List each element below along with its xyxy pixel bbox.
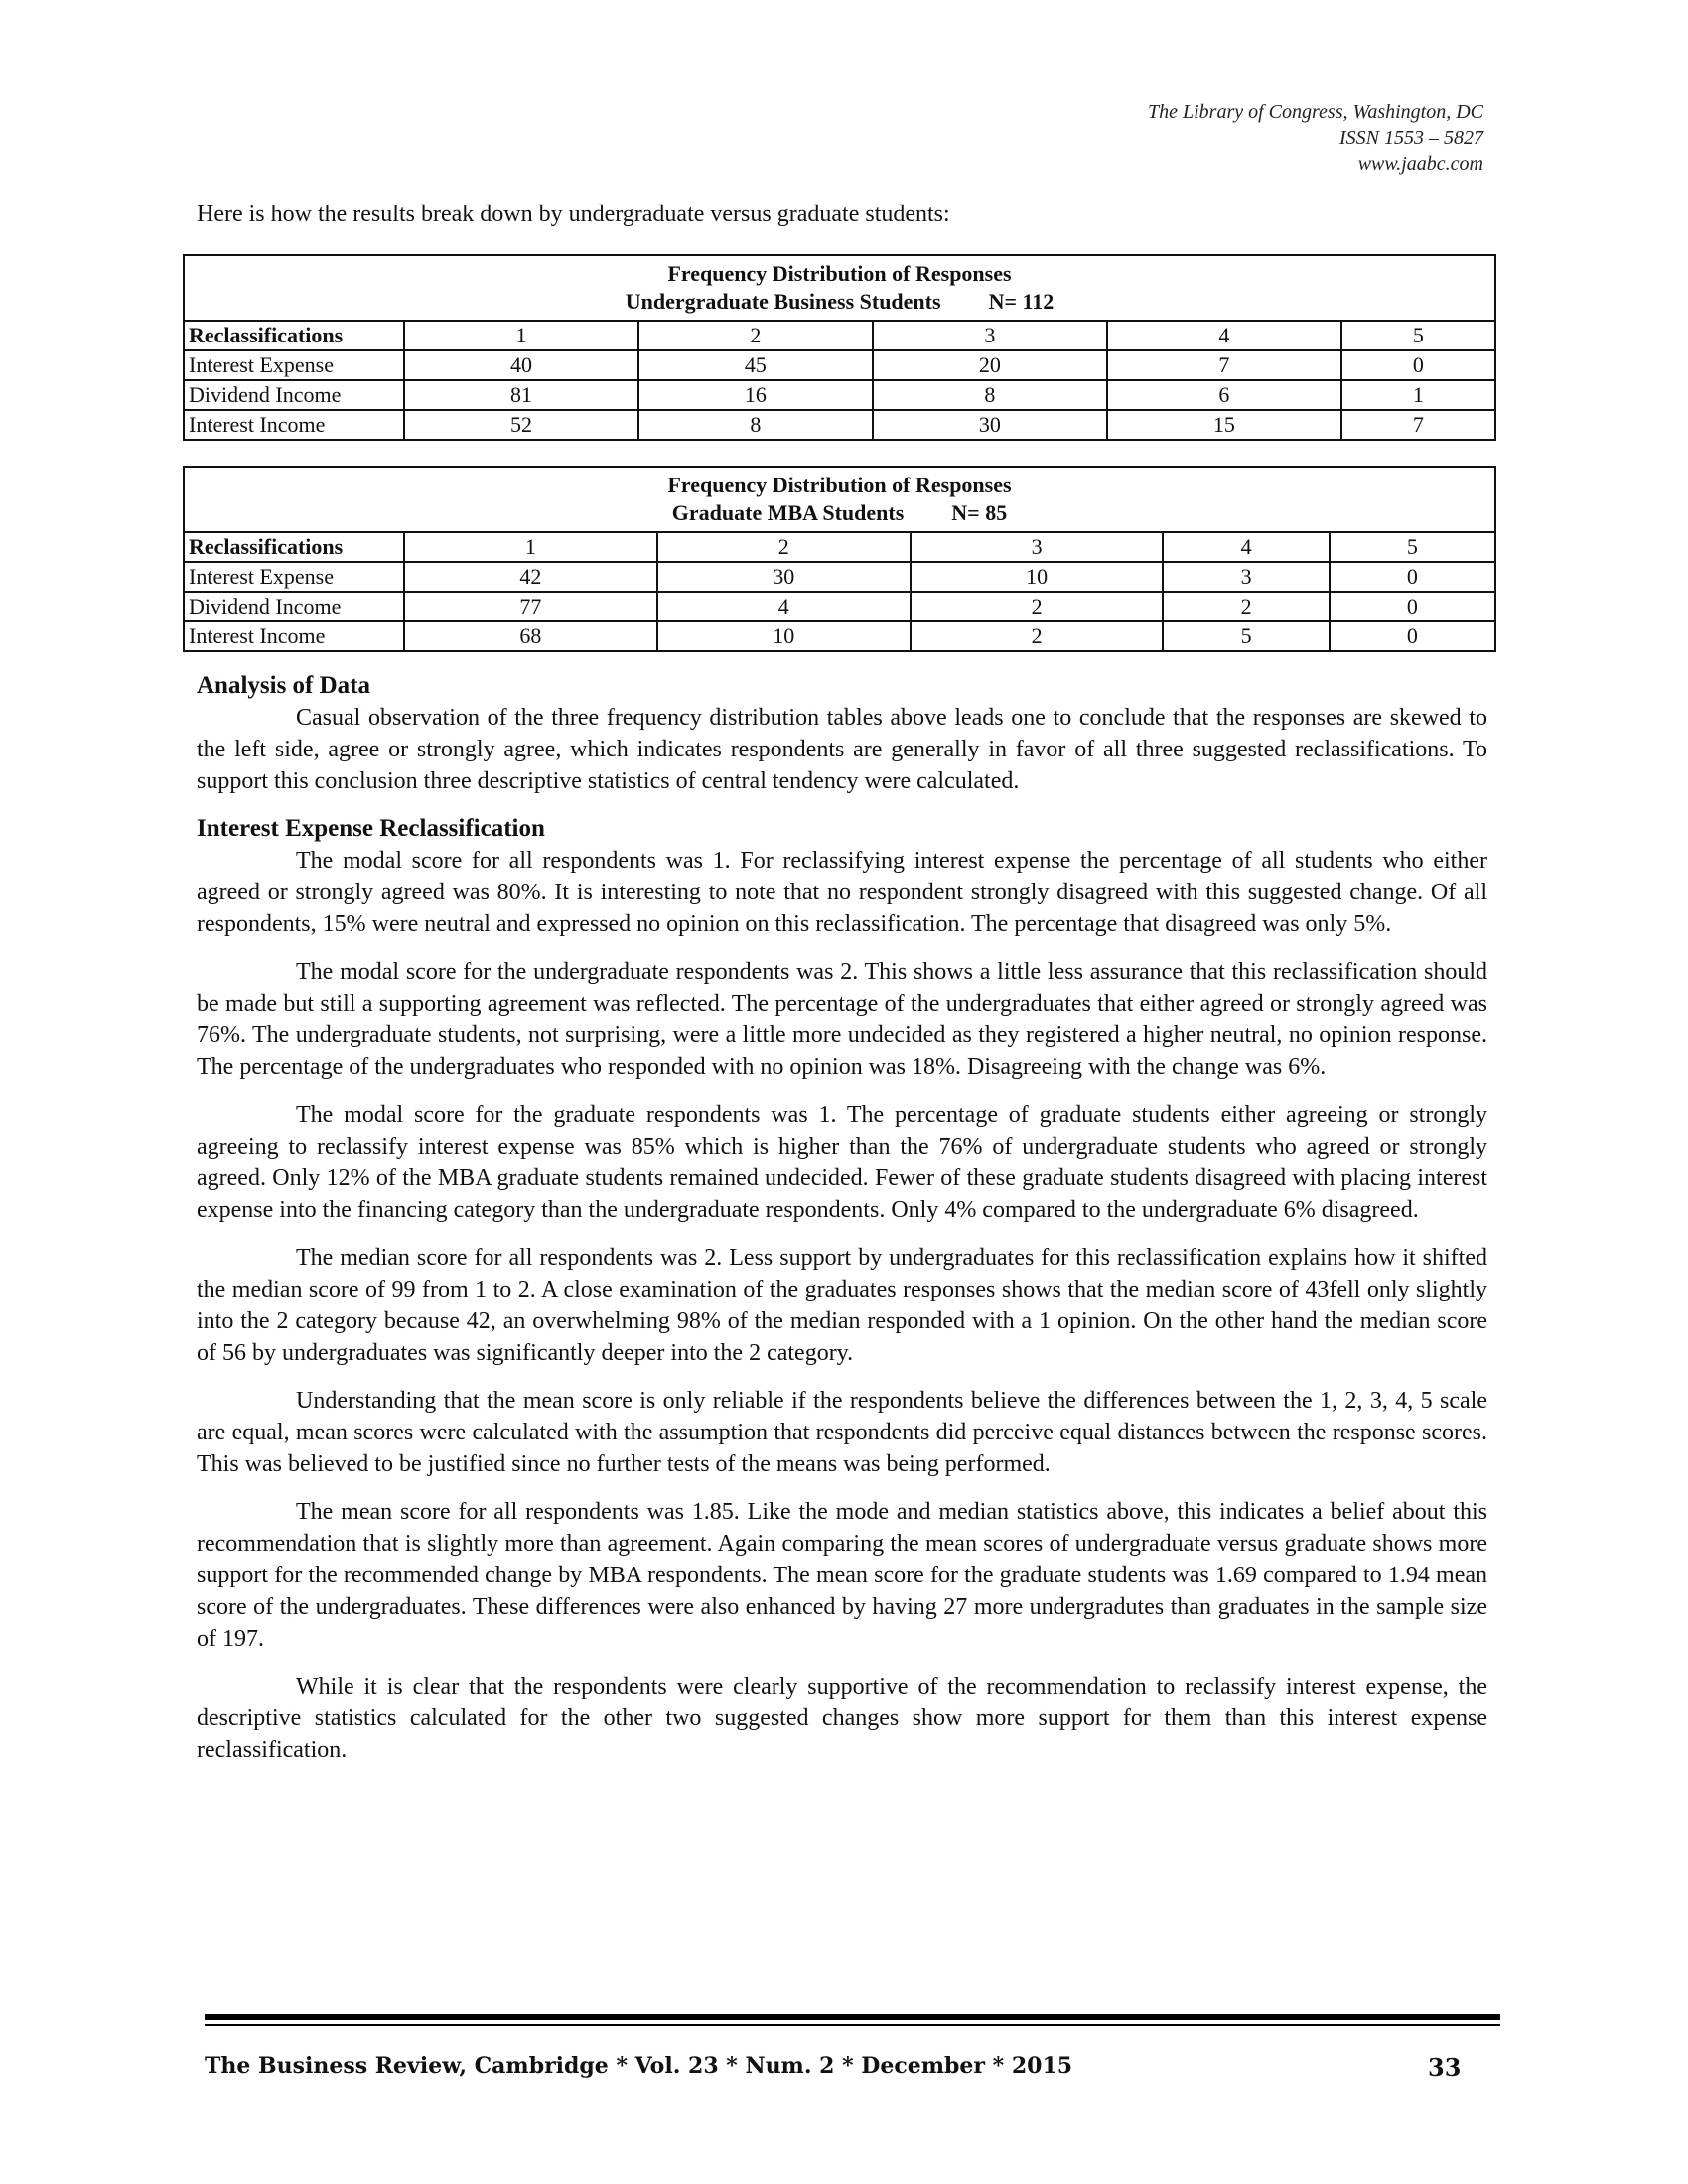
running-header <box>1148 99 1483 177</box>
table-cell: 8 <box>873 380 1107 410</box>
header-cell: 1 <box>404 321 638 350</box>
table-cell: 68 <box>404 621 657 651</box>
table-row <box>184 350 1495 380</box>
header-cell: 3 <box>911 532 1164 562</box>
table-cell: 0 <box>1330 592 1495 621</box>
graduate-frequency-table <box>183 466 1496 652</box>
paragraph: The mean score for all respondents was 1.85. Like the mode and median statistics above, this indicates a belief about this recommendation that is slightly more than agreement. Again comparing the mean scores of undergraduate versus graduate shows more support for the recommended change by MBA respondents. The mean score for the graduate students was 1.69 compared to 1.94 mean score of the undergraduates. These differences were also enhanced by having 27 more undergradutes than graduates in the sample size of 197. <box>197 1499 1487 1652</box>
row-label: Interest Expense <box>184 562 404 592</box>
table-cell: 2 <box>911 592 1164 621</box>
table-title: Frequency Distribution of Responses <box>667 261 1012 286</box>
paragraph: While it is clear that the respondents were clearly supportive of the recommendation to reclassify interest expense, the descriptive statistics calculated for the other two suggested changes show more support for them than this interest expense reclassification. <box>197 1674 1487 1763</box>
paragraph: Understanding that the mean score is only reliable if the respondents believe the differences between the 1, 2, 3, 4, 5 scale are equal, mean scores were calculated with the assumption that respondents did perceive equal distances between the response scores. This was believed to be justified since no further tests of the means was being performed. <box>197 1388 1487 1477</box>
header-cell: 4 <box>1163 532 1329 562</box>
footer-rule-thick <box>205 2014 1500 2020</box>
row-label: Dividend Income <box>184 592 404 621</box>
table-cell: 4 <box>657 592 911 621</box>
table-subtitle: Graduate MBA Students <box>671 500 905 525</box>
row-label: Interest Income <box>184 621 404 651</box>
table-cell: 2 <box>1163 592 1329 621</box>
table-cell: 52 <box>404 410 638 440</box>
footer-journal: The Business Review, Cambridge * Vol. 23 * Num. 2 * December * 2015 <box>205 2053 1073 2079</box>
table-cell: 7 <box>1107 350 1341 380</box>
table-cell: 2 <box>911 621 1164 651</box>
table-cell: 5 <box>1163 621 1329 651</box>
header-cell: 5 <box>1341 321 1495 350</box>
header-cell: Reclassifications <box>184 321 404 350</box>
header-library: The Library of Congress, Washington, DC <box>1147 101 1483 123</box>
header-cell: 5 <box>1330 532 1495 562</box>
table-row <box>184 562 1495 592</box>
table-title-cell <box>184 467 1495 532</box>
paragraph: Casual observation of the three frequency distribution tables above leads one to conclude that the responses are skewed to the left side, agree or strongly agree, which indicates respondents are generally in favor of all three suggested reclassifications. To support this conclusion three descriptive statistics of central tendency were calculated. <box>197 705 1487 794</box>
table-cell: 1 <box>1341 380 1495 410</box>
table-cell: 81 <box>404 380 638 410</box>
header-cell: 1 <box>404 532 657 562</box>
paragraph: The median score for all respondents was 2. Less support by undergraduates for this reclassification explains how it shifted the median score of 99 from 1 to 2. A close examination of the graduates responses shows that the median score of 43fell only slightly into the 2 category because 42, an overwhelming 98% of the median responded with a 1 opinion. On the other hand the median score of 56 by undergraduates was significantly deeper into the 2 category. <box>197 1245 1487 1366</box>
table-row <box>184 410 1495 440</box>
paragraph: The modal score for all respondents was 1. For reclassifying interest expense the percentage of all students who either agreed or strongly agreed was 80%. It is interesting to note that no respondent strongly disagreed with this suggested change. Of all respondents, 15% were neutral and expressed no opinion on this reclassification. The percentage that disagreed was only 5%. <box>197 848 1487 937</box>
header-cell: 4 <box>1107 321 1341 350</box>
paragraph: The modal score for the undergraduate respondents was 2. This shows a little less assurance that this reclassification should be made but still a supporting agreement was reflected. The percentage of the undergraduates that either agreed or strongly agreed was 76%. The undergraduate students, not surprising, were a little more undecided as they registered a higher neutral, no opinion response. The percentage of the undergraduates who responded with no opinion was 18%. Disagreeing with the change was 6%. <box>197 959 1487 1080</box>
table-title: Frequency Distribution of Responses <box>667 473 1012 497</box>
section-heading-analysis: Analysis of Data <box>197 672 371 699</box>
table-subtitle: Undergraduate Business Students <box>625 289 941 314</box>
table-cell: 10 <box>657 621 911 651</box>
row-label: Dividend Income <box>184 380 404 410</box>
table-cell: 3 <box>1163 562 1329 592</box>
table-cell: 6 <box>1107 380 1341 410</box>
table-cell: 0 <box>1341 350 1495 380</box>
table-cell: 15 <box>1107 410 1341 440</box>
table-title-cell <box>184 255 1495 321</box>
table-cell: 0 <box>1330 621 1495 651</box>
table-row <box>184 621 1495 651</box>
table-cell: 16 <box>638 380 873 410</box>
table-header-row <box>184 532 1495 562</box>
table-cell: 7 <box>1341 410 1495 440</box>
intro-sentence: Here is how the results break down by undergraduate versus graduate students: <box>197 202 950 227</box>
table-cell: 45 <box>638 350 873 380</box>
header-cell: Reclassifications <box>184 532 404 562</box>
table-cell: 10 <box>911 562 1164 592</box>
header-issn: ISSN 1553 – 5827 <box>1339 127 1483 149</box>
table-cell: 20 <box>873 350 1107 380</box>
header-cell: 2 <box>638 321 873 350</box>
table-row <box>184 592 1495 621</box>
section-heading-interest-expense: Interest Expense Reclassification <box>197 815 545 842</box>
table-cell: 30 <box>657 562 911 592</box>
undergraduate-frequency-table <box>183 254 1496 441</box>
row-label: Interest Income <box>184 410 404 440</box>
page-number: 33 <box>1428 2053 1462 2082</box>
table-cell: 40 <box>404 350 638 380</box>
footer-rule-thin <box>205 2024 1500 2026</box>
page-content <box>189 199 1487 1782</box>
table-cell: 77 <box>404 592 657 621</box>
table-sample-size: N= 85 <box>951 500 1008 525</box>
table-cell: 0 <box>1330 562 1495 592</box>
table-cell: 30 <box>873 410 1107 440</box>
row-label: Interest Expense <box>184 350 404 380</box>
table-cell: 8 <box>638 410 873 440</box>
header-cell: 3 <box>873 321 1107 350</box>
table-cell: 42 <box>404 562 657 592</box>
table-row <box>184 380 1495 410</box>
table-header-row <box>184 321 1495 350</box>
header-cell: 2 <box>657 532 911 562</box>
paragraph: The modal score for the graduate respondents was 1. The percentage of graduate students either agreeing or strongly agreeing to reclassify interest expense was 85% which is higher than the 76% of undergraduate students who agreed or strongly agreed. Only 12% of the MBA graduate students remained undecided. Fewer of these graduate students disagreed with placing interest expense into the financing category than the undergraduate respondents. Only 4% compared to the undergraduate 6% disagreed. <box>197 1102 1487 1223</box>
table-sample-size: N= 112 <box>988 289 1055 314</box>
header-website: www.jaabc.com <box>1357 153 1483 175</box>
